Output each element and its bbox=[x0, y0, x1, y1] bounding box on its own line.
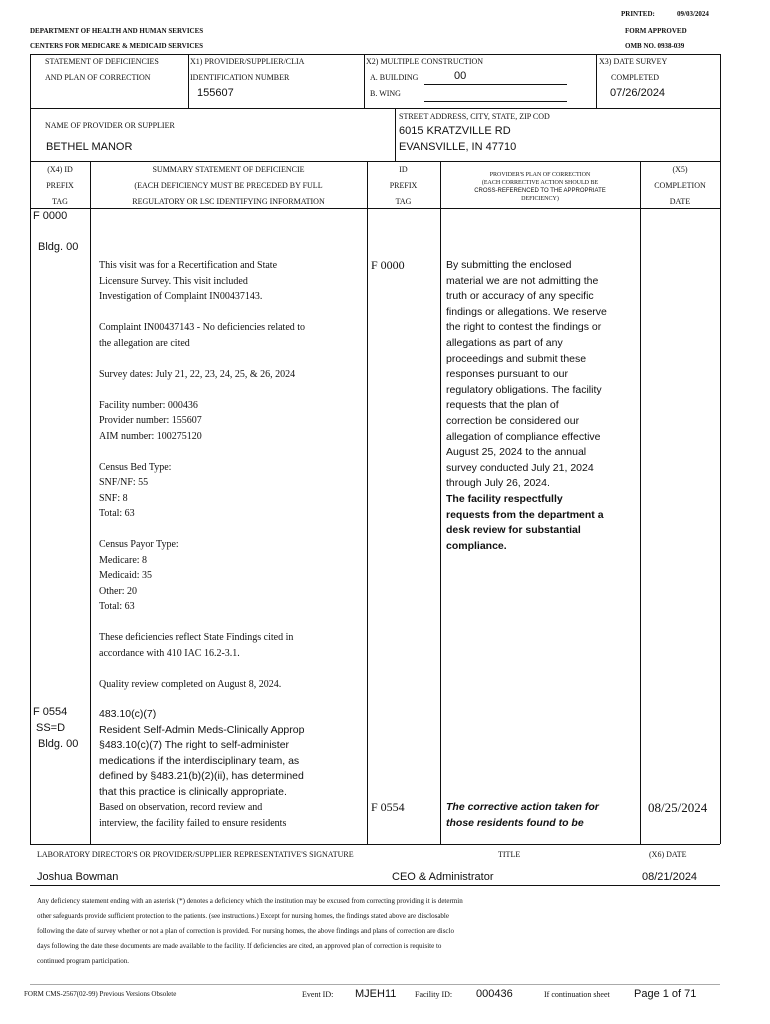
summary-line: the allegation are cited bbox=[99, 337, 190, 349]
building-underline bbox=[424, 84, 567, 85]
signature-label: LABORATORY DIRECTOR'S OR PROVIDER/SUPPLIER REPRESENTATIVE'S SIGNATURE bbox=[37, 850, 354, 859]
tag-f0000: F 0000 bbox=[33, 210, 68, 222]
rule bbox=[364, 54, 365, 108]
summary-line: AIM number: 100275120 bbox=[99, 430, 202, 442]
form-number: FORM CMS-2567(02-99) Previous Versions Obsolete bbox=[24, 990, 177, 998]
rule bbox=[720, 54, 721, 844]
summary-text bbox=[99, 258, 305, 692]
rule bbox=[395, 108, 396, 161]
plan-subheader: (EACH CORRECTIVE ACTION SHOULD BE bbox=[481, 180, 599, 186]
facility-id: 000436 bbox=[476, 988, 513, 1000]
plan-line: correction be considered our bbox=[446, 414, 580, 427]
statement-label: STATEMENT OF DEFICIENCIES bbox=[45, 57, 159, 66]
f0554-findings-text bbox=[99, 800, 286, 831]
rule bbox=[596, 54, 597, 108]
building-value: 00 bbox=[454, 70, 467, 82]
id-prefix-label: PREFIX bbox=[389, 181, 418, 190]
plan-subheader3: DEFICIENCY) bbox=[521, 196, 559, 202]
form-approved: FORM APPROVED bbox=[625, 27, 687, 35]
summary-line: Investigation of Complaint IN00437143. bbox=[99, 291, 263, 302]
regulation-line: medications if the interdisciplinary team, as bbox=[99, 754, 300, 767]
summary-line bbox=[99, 615, 305, 631]
plan-bold-line: requests from the department a bbox=[446, 508, 604, 521]
x5-label: (X5) bbox=[672, 165, 688, 174]
plan-line: August 25, 2024 to the annual bbox=[446, 446, 587, 459]
page-number: Page 1 of 71 bbox=[634, 988, 697, 1000]
summary-line: Quality review completed on August 8, 2024. bbox=[99, 678, 282, 690]
plan-line: requests that the plan of bbox=[446, 399, 559, 412]
facility-id-label: Facility ID: bbox=[415, 990, 453, 999]
summary-line bbox=[99, 522, 305, 538]
plan-line: findings or allegations. We reserve bbox=[446, 305, 607, 318]
summary-header: SUMMARY STATEMENT OF DEFICIENCIE bbox=[152, 165, 305, 174]
signature-name: Joshua Bowman bbox=[37, 871, 119, 883]
event-id: MJEH11 bbox=[355, 988, 397, 1000]
plan-f0554-text bbox=[446, 800, 599, 831]
summary-line: Complaint IN00437143 - No deficiencies related to bbox=[99, 322, 306, 333]
omb-number: OMB NO. 0938-039 bbox=[625, 42, 685, 50]
summary-line: Medicare: 8 bbox=[99, 554, 148, 566]
summary-line: Provider number: 155607 bbox=[99, 415, 202, 426]
wing-label: B. WING bbox=[370, 89, 401, 98]
rule bbox=[367, 161, 368, 844]
completed-label: COMPLETED bbox=[611, 73, 659, 82]
plan-line: proceedings and submit these bbox=[446, 352, 587, 365]
footnote-line: Any deficiency statement ending with an asterisk (*) denotes a deficiency which the institution may be excused from correcting providing it is determin bbox=[37, 897, 463, 905]
identification-label: IDENTIFICATION NUMBER bbox=[190, 73, 290, 82]
summary-line: Total: 63 bbox=[99, 508, 135, 519]
rule bbox=[30, 208, 720, 209]
address-line1: 6015 KRATZVILLE RD bbox=[399, 125, 511, 137]
address-label: STREET ADDRESS, CITY, STATE, ZIP COD bbox=[399, 112, 550, 121]
rule bbox=[30, 161, 720, 162]
footnote-line: other safeguards provide sufficient protection to the patients. (see instructions.) Except for nursing homes, the findings stated above are disclosable bbox=[37, 912, 449, 920]
plan-line: truth or accuracy of any specific bbox=[446, 290, 594, 303]
summary-line bbox=[99, 444, 305, 460]
plan-f0554-line: those residents found to be bbox=[446, 816, 584, 829]
findings-line: interview, the facility failed to ensure residents bbox=[99, 817, 287, 829]
summary-line: These deficiencies reflect State Findings cited in bbox=[99, 632, 294, 643]
x4-tag-label: TAG bbox=[52, 197, 68, 206]
plan-line: survey conducted July 21, 2024 bbox=[446, 461, 594, 474]
bldg-label: Bldg. 00 bbox=[38, 241, 79, 253]
plan-line: regulatory obligations. The facility bbox=[446, 383, 602, 396]
plan-line: through July 26, 2024. bbox=[446, 477, 550, 490]
summary-line: Census Payor Type: bbox=[99, 539, 179, 550]
summary-line: Total: 63 bbox=[99, 601, 135, 612]
plan-bold-line: compliance. bbox=[446, 539, 507, 552]
rule bbox=[30, 844, 720, 845]
footnote-line: days following the date these documents are made available to the facility. If deficiencies are cited, an approved plan of correction is requisite to bbox=[37, 942, 442, 950]
plan-line: allegation of compliance effective bbox=[446, 430, 601, 443]
regulation-line: that this practice is clinically appropriate. bbox=[99, 785, 287, 798]
id-tag-f0000: F 0000 bbox=[371, 258, 405, 272]
tag-f0554: F 0554 bbox=[33, 706, 68, 718]
summary-line bbox=[99, 382, 305, 398]
plan-bold-line: The facility respectfully bbox=[446, 492, 563, 505]
summary-line: Facility number: 000436 bbox=[99, 399, 198, 411]
summary-line bbox=[99, 661, 305, 677]
summary-line: SNF: 8 bbox=[99, 492, 128, 504]
plan-text bbox=[446, 258, 607, 554]
printed-label: PRINTED: bbox=[621, 10, 655, 18]
x4-id-label: (X4) ID bbox=[47, 165, 73, 174]
continuation-label: If continuation sheet bbox=[544, 990, 610, 999]
provider-name-label: NAME OF PROVIDER OR SUPPLIER bbox=[45, 121, 175, 130]
rule bbox=[30, 984, 720, 985]
scope-severity: SS=D bbox=[36, 722, 66, 734]
footnote-line: continued program participation. bbox=[37, 957, 129, 965]
event-id-label: Event ID: bbox=[302, 990, 334, 999]
summary-line: Other: 20 bbox=[99, 585, 138, 597]
id-tag-label: TAG bbox=[395, 197, 412, 206]
survey-date: 07/26/2024 bbox=[610, 87, 666, 99]
regulation-line: §483.10(c)(7) The right to self-administer bbox=[99, 739, 290, 751]
summary-subheader: (EACH DEFICIENCY MUST BE PRECEDED BY FULL bbox=[134, 181, 323, 190]
plan-line: responses pursuant to our bbox=[446, 368, 568, 381]
rule bbox=[440, 161, 441, 844]
completion-label: COMPLETION bbox=[654, 181, 706, 190]
regulation-line: defined by §483.21(b)(2)(ii), has determined bbox=[99, 770, 304, 782]
provider-id-label: X1) PROVIDER/SUPPLIER/CLIA bbox=[190, 57, 305, 66]
completion-date: 08/25/2024 bbox=[648, 800, 708, 815]
date-survey-label: X3) DATE SURVEY bbox=[599, 57, 668, 66]
f0554-regulation-text bbox=[99, 707, 304, 800]
plan-bold-line: desk review for substantial bbox=[446, 524, 581, 537]
regulation-line: 483.10(c)(7) bbox=[99, 708, 157, 720]
footnote-line: following the date of survey whether or not a plan of correction is provided. For nursing homes, the above findings and plans of correction are disclo bbox=[37, 927, 454, 935]
summary-subheader2: REGULATORY OR LSC IDENTIFYING INFORMATION bbox=[132, 197, 325, 206]
plan-label: AND PLAN OF CORRECTION bbox=[45, 73, 151, 82]
printed-date: 09/03/2024 bbox=[677, 10, 709, 18]
rule bbox=[30, 54, 720, 55]
bldg-label-2: Bldg. 00 bbox=[38, 738, 79, 750]
rule bbox=[90, 161, 91, 844]
summary-line bbox=[99, 351, 305, 367]
title-label: TITLE bbox=[498, 850, 521, 859]
x4-prefix-label: PREFIX bbox=[46, 181, 74, 190]
footnote bbox=[37, 894, 463, 969]
building-label: A. BUILDING bbox=[370, 73, 419, 82]
rule bbox=[640, 161, 641, 844]
plan-line: allegations as part of any bbox=[446, 336, 563, 349]
summary-line: accordance with 410 IAC 16.2-3.1. bbox=[99, 647, 240, 659]
signer-title: CEO & Administrator bbox=[392, 871, 494, 883]
summary-line bbox=[99, 305, 305, 321]
plan-line: By submitting the enclosed bbox=[446, 259, 572, 271]
plan-line: the right to contest the findings or bbox=[446, 321, 602, 334]
id-label: ID bbox=[399, 165, 408, 174]
plan-line: material we are not admitting the bbox=[446, 274, 599, 287]
x6-date-label: (X6) DATE bbox=[649, 850, 687, 859]
summary-line: SNF/NF: 55 bbox=[99, 477, 149, 488]
summary-line: Medicaid: 35 bbox=[99, 570, 153, 581]
rule bbox=[188, 54, 189, 108]
department-title: DEPARTMENT OF HEALTH AND HUMAN SERVICES bbox=[30, 27, 204, 35]
date-label: DATE bbox=[669, 197, 691, 206]
plan-subheader2: CROSS-REFERENCED TO THE APPROPRIATE bbox=[474, 188, 606, 194]
provider-number: 155607 bbox=[197, 87, 234, 99]
findings-line: Based on observation, record review and bbox=[99, 802, 263, 813]
multiple-construction-label: X2) MULTIPLE CONSTRUCTION bbox=[366, 57, 484, 66]
plan-header: PROVIDER'S PLAN OF CORRECTION bbox=[489, 172, 591, 178]
centers-title: CENTERS FOR MEDICARE & MEDICAID SERVICES bbox=[30, 42, 204, 50]
address-line2: EVANSVILLE, IN 47710 bbox=[399, 141, 517, 153]
id-tag-f0554: F 0554 bbox=[371, 800, 405, 814]
summary-line: Licensure Survey. This visit included bbox=[99, 275, 248, 287]
rule bbox=[30, 108, 720, 109]
provider-name: BETHEL MANOR bbox=[46, 141, 133, 153]
summary-line: Survey dates: July 21, 22, 23, 24, 25, & 26, 2024 bbox=[99, 368, 296, 380]
signature-date: 08/21/2024 bbox=[642, 871, 698, 883]
regulation-line: Resident Self-Admin Meds-Clinically Approp bbox=[99, 723, 305, 736]
wing-underline bbox=[424, 101, 567, 102]
summary-line: This visit was for a Recertification and State bbox=[99, 260, 278, 271]
summary-line: Census Bed Type: bbox=[99, 461, 172, 473]
rule bbox=[30, 885, 720, 886]
plan-f0554-line: The corrective action taken for bbox=[446, 801, 599, 813]
